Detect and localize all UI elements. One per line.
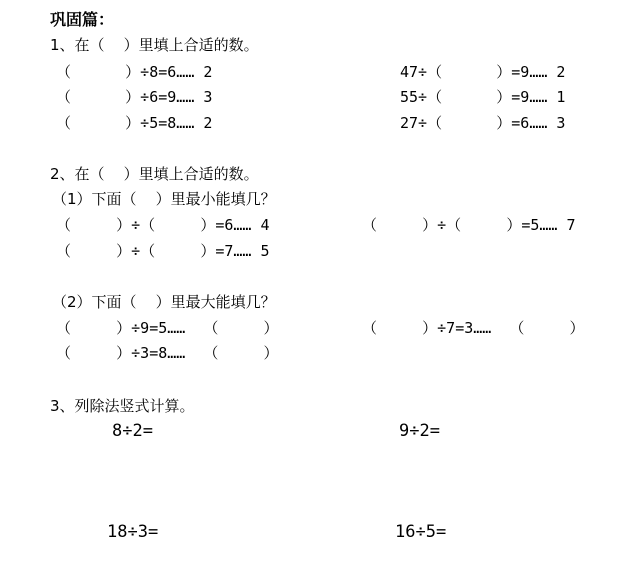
s2p1-row1-left: （ ）÷（ ）=6…… 4 — [56, 216, 270, 234]
section2-part2-heading: （2）下面（ ）里最大能填几？ — [52, 293, 276, 311]
s1-row1-right: 47÷（ ）=9…… 2 — [400, 63, 566, 81]
s1-row2-right: 55÷（ ）=9…… 1 — [400, 88, 566, 106]
division-problem-2: 9÷2= — [399, 421, 440, 441]
section1-heading: 1、在（ ）里填上合适的数。 — [50, 36, 259, 54]
s2p2-row2-left: （ ）÷3=8…… （ ） — [56, 344, 279, 362]
s2p1-row2-left: （ ）÷（ ）=7…… 5 — [56, 242, 270, 260]
s1-row2-left: （ ）÷6=9…… 3 — [56, 88, 213, 106]
s1-row1-left: （ ）÷8=6…… 2 — [56, 63, 213, 81]
section3-heading: 3、列除法竖式计算。 — [50, 397, 195, 415]
s2p2-row1-left: （ ）÷9=5…… （ ） — [56, 319, 279, 337]
division-problem-1: 8÷2= — [112, 421, 153, 441]
section2-part1-heading: （1）下面（ ）里最小能填几？ — [52, 190, 276, 208]
worksheet-title: 巩固篇： — [50, 10, 115, 29]
section2-heading: 2、在（ ）里填上合适的数。 — [50, 165, 259, 183]
s1-row3-left: （ ）÷5=8…… 2 — [56, 114, 213, 132]
division-problem-3: 18÷3= — [107, 522, 159, 542]
s1-row3-right: 27÷（ ）=6…… 3 — [400, 114, 566, 132]
s2p2-row1-right: （ ）÷7=3…… （ ） — [362, 319, 585, 337]
division-problem-4: 16÷5= — [395, 522, 447, 542]
s2p1-row1-right: （ ）÷（ ）=5…… 7 — [362, 216, 576, 234]
